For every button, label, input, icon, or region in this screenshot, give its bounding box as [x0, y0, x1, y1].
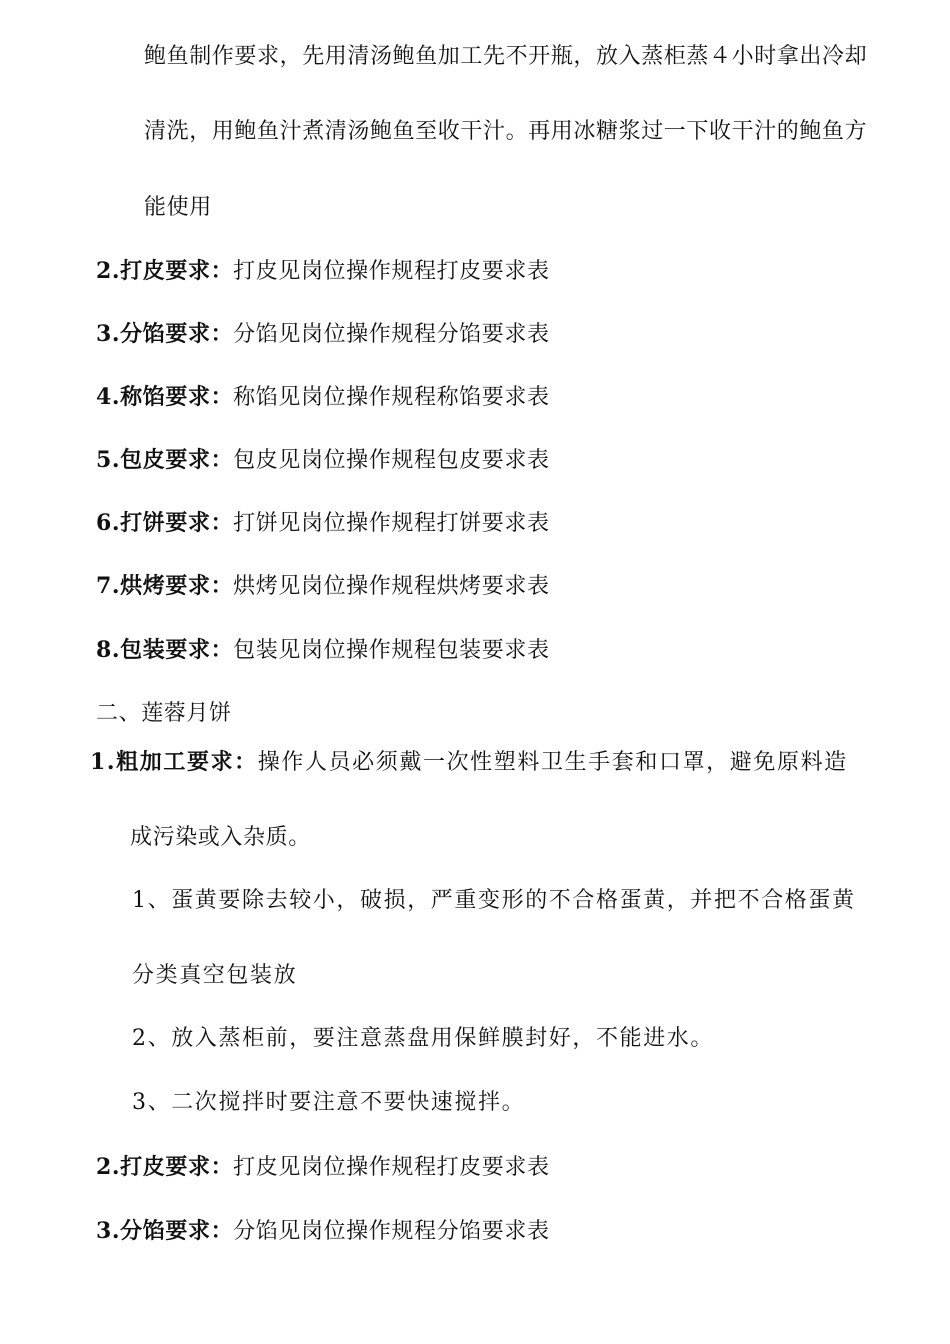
requirement-item — [96, 256, 550, 287]
abalone-paragraph-line-3: 能使用 — [144, 195, 212, 220]
requirement-label: 8.包装要求： — [96, 637, 234, 663]
requirement-item — [96, 508, 550, 539]
requirement-text: 包装见岗位操作规程包装要求表 — [233, 638, 550, 663]
requirement-text: 烘烤见岗位操作规程烘烤要求表 — [233, 574, 550, 599]
requirement-item — [96, 445, 550, 476]
requirement-text: 打皮见岗位操作规程打皮要求表 — [233, 1155, 550, 1180]
requirement-label: 2.打皮要求： — [96, 1154, 234, 1180]
section-heading: 二、莲蓉月饼 — [96, 701, 232, 726]
abalone-paragraph-line-1: 鲍鱼制作要求，先用清汤鲍鱼加工先不开瓶，放入蒸柜蒸４小时拿出冷却 — [144, 44, 868, 69]
requirement-item — [96, 382, 550, 413]
requirement-item — [90, 747, 848, 778]
sub-item-line: 3、二次搅拌时要注意不要快速搅拌。 — [132, 1090, 526, 1115]
requirement-label: 2.打皮要求： — [96, 258, 234, 284]
requirement-text: 操作人员必须戴一次性塑料卫生手套和口罩，避免原料造 — [257, 750, 848, 775]
abalone-paragraph-line-2: 清洗，用鲍鱼汁煮清汤鲍鱼至收干汁。再用冰糖浆过一下收干汁的鲍鱼方 — [144, 119, 868, 144]
sub-item-line: 1、蛋黄要除去较小，破损，严重变形的不合格蛋黄，并把不合格蛋黄 — [132, 888, 856, 913]
requirement-item — [96, 1216, 550, 1247]
requirement-label: 3.分馅要求： — [96, 1218, 234, 1244]
requirement-text: 分馅见岗位操作规程分馅要求表 — [233, 1219, 550, 1244]
sub-item-line: 2、放入蒸柜前，要注意蒸盘用保鲜膜封好，不能进水。 — [132, 1026, 714, 1051]
requirement-text: 包皮见岗位操作规程包皮要求表 — [233, 448, 550, 473]
requirement-text: 打皮见岗位操作规程打皮要求表 — [233, 259, 550, 284]
requirement-label: 4.称馅要求： — [96, 384, 234, 410]
requirement-text: 称馅见岗位操作规程称馅要求表 — [233, 385, 550, 410]
requirement-label: 6.打饼要求： — [96, 510, 234, 536]
requirement-label: 5.包皮要求： — [96, 447, 234, 473]
requirement-item — [96, 571, 550, 602]
requirement-label: 1.粗加工要求： — [90, 749, 258, 775]
requirement-item — [96, 1152, 550, 1183]
requirement-text-continued: 成污染或入杂质。 — [130, 825, 311, 850]
sub-item-line: 分类真空包装放 — [132, 963, 298, 988]
requirement-item — [96, 635, 550, 666]
requirement-item — [96, 319, 550, 350]
requirement-label: 7.烘烤要求： — [96, 573, 234, 599]
requirement-text: 打饼见岗位操作规程打饼要求表 — [233, 511, 550, 536]
requirement-text: 分馅见岗位操作规程分馅要求表 — [233, 322, 550, 347]
requirement-label: 3.分馅要求： — [96, 321, 234, 347]
